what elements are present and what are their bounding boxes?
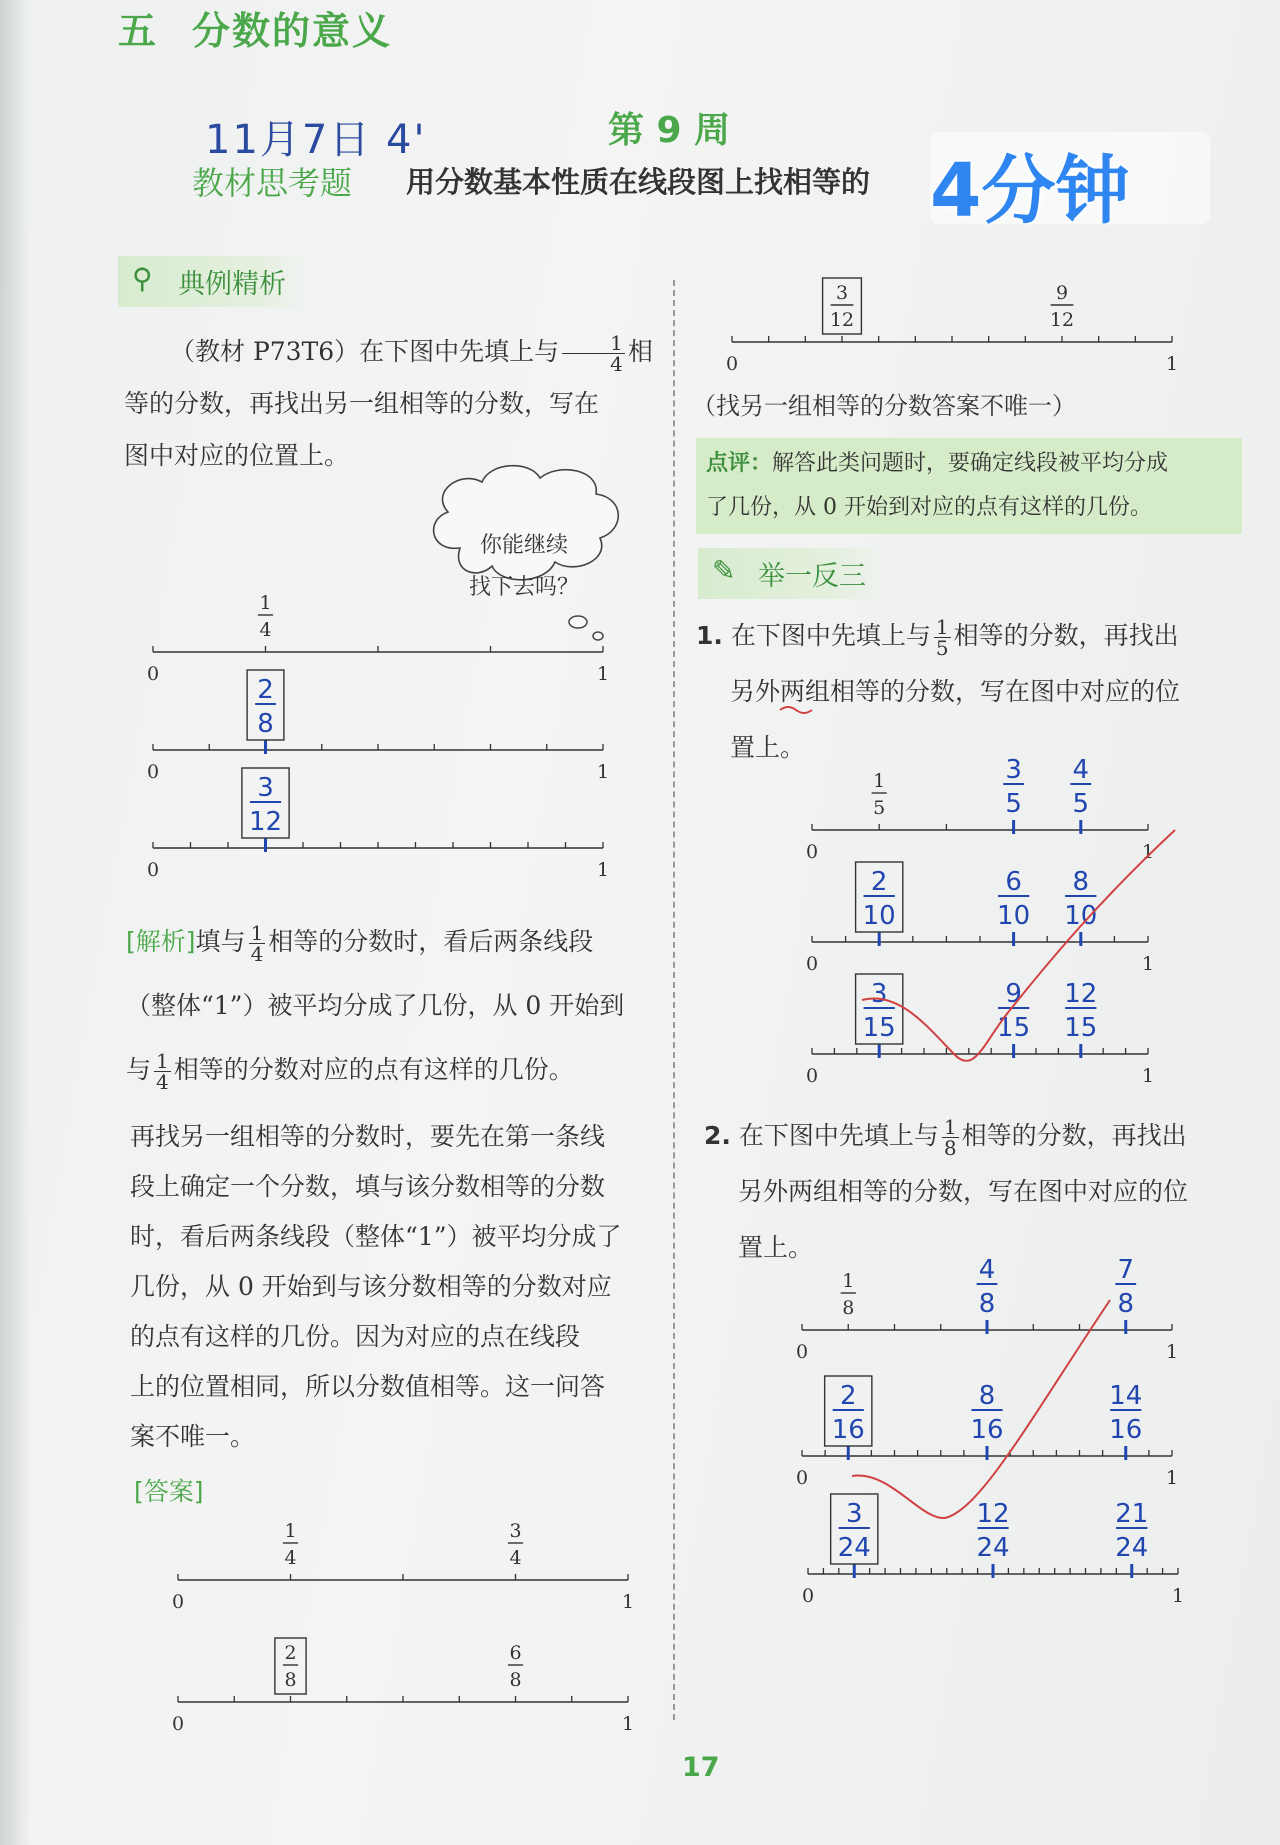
bubble-text-1: 你能继续 <box>479 533 569 558</box>
frac-num: 1 <box>935 615 949 639</box>
fraction-denominator: 8 <box>509 1669 522 1691</box>
fraction-numerator: 4 <box>978 1255 996 1285</box>
fraction-denominator: 8 <box>978 1289 996 1319</box>
analysis-text-1b: 相等的分数时，看后两条线段 <box>268 927 594 956</box>
fraction-denominator: 4 <box>259 619 272 641</box>
magnifier-icon: ⚲ <box>132 262 153 295</box>
analysis-text-9: 上的位置相同，所以分数值相等。这一问答 <box>130 1372 606 1401</box>
bubble-dot-2 <box>593 632 603 640</box>
fraction-numerator: 2 <box>839 1381 857 1411</box>
fraction-label <box>1115 1499 1148 1563</box>
fraction-label <box>856 862 903 932</box>
number-line-ans2 <box>172 1638 634 1735</box>
number-line-ans1 <box>172 1520 634 1613</box>
fraction-denominator: 8 <box>1117 1289 1135 1319</box>
axis-start-label: 0 <box>146 859 160 881</box>
fraction-denominator: 8 <box>257 709 274 739</box>
analysis-text-8: 的点有这样的几份。因为对应的点在线段 <box>130 1322 581 1351</box>
thought-bubble <box>434 466 619 640</box>
fraction-denominator: 5 <box>873 797 886 819</box>
fraction-denominator: 8 <box>284 1669 297 1691</box>
chapter-title: 分数的意义 <box>192 9 393 53</box>
analysis-label-text: 解析 <box>135 927 186 956</box>
axis-start-label: 0 <box>805 841 819 863</box>
q1-text-3: 置上。 <box>730 733 806 762</box>
fraction-label <box>970 1381 1003 1445</box>
axis-end-label: 1 <box>596 859 610 881</box>
practice-title: 举一反三 <box>758 561 866 592</box>
fraction-numerator: 8 <box>978 1381 996 1411</box>
comment-label: 点评： <box>706 451 773 476</box>
fraction-denominator: 10 <box>1064 901 1098 931</box>
fraction-numerator: 3 <box>1005 755 1022 785</box>
number-line-q1c <box>806 974 1154 1087</box>
fraction-label <box>976 1499 1009 1563</box>
axis-end-label: 1 <box>1165 1341 1179 1363</box>
fraction-denominator: 16 <box>1109 1415 1143 1445</box>
fraction-numerator: 6 <box>1005 867 1022 897</box>
number-line-q2b <box>796 1376 1178 1489</box>
q2-text-2: 另外两组相等的分数，写在图中对应的位 <box>738 1177 1189 1206</box>
fraction-numerator: 3 <box>870 979 888 1009</box>
number-line-q2a <box>796 1255 1178 1363</box>
axis-end-label: 1 <box>1165 1467 1179 1489</box>
red-underline <box>780 707 812 713</box>
fraction-label <box>1050 282 1074 331</box>
axis-start-label: 0 <box>171 1591 185 1613</box>
q1-text-a: 在下图中先填上与 <box>730 621 931 650</box>
fraction-label <box>997 979 1030 1043</box>
fraction-label <box>825 1376 872 1446</box>
week-label: 第 9 周 <box>608 110 731 151</box>
fraction-label <box>242 768 289 838</box>
fraction-label <box>258 592 273 641</box>
axis-start-label: 0 <box>795 1467 809 1489</box>
q2-number: 2. <box>704 1121 731 1150</box>
analysis-text-3a: 与 <box>126 1055 152 1084</box>
axis-start-label: 0 <box>801 1585 815 1607</box>
q1-text-b: 相等的分数，再找出 <box>953 621 1179 650</box>
axis-start-label: 0 <box>146 663 160 685</box>
fraction-denominator: 24 <box>976 1533 1010 1563</box>
bubble-cloud <box>434 466 619 580</box>
note-text: （找另一组相等的分数答案不唯一） <box>692 392 1076 420</box>
answer-label: [答案] <box>134 1477 204 1506</box>
axis-start-label: 0 <box>146 761 160 783</box>
analysis-text-4: 再找另一组相等的分数时，要先在第一条线 <box>130 1122 606 1151</box>
frac-den: 8 <box>943 1136 957 1160</box>
fraction-denominator: 15 <box>862 1013 896 1043</box>
axis-start-label: 0 <box>171 1713 185 1735</box>
fraction-denominator: 16 <box>970 1415 1004 1445</box>
textbook-tag: 教材思考题 <box>192 164 353 202</box>
axis-end-label: 1 <box>1165 353 1179 375</box>
analysis-label: [解析] <box>126 927 196 956</box>
fraction-denominator: 15 <box>997 1013 1031 1043</box>
axis-start-label: 0 <box>805 1065 819 1087</box>
number-line-ans3 <box>726 278 1178 375</box>
frac-num: 1 <box>156 1049 169 1073</box>
fraction-numerator: 1 <box>873 770 886 792</box>
fraction-denominator: 15 <box>1064 1013 1098 1043</box>
problem-text-4: 图中对应的位置上。 <box>124 441 350 470</box>
fraction-numerator: 2 <box>257 675 274 705</box>
axis-start-label: 0 <box>795 1341 809 1363</box>
handwritten-date: 11月7日 4' <box>205 117 427 163</box>
fraction-label <box>997 867 1030 931</box>
frac-num: 1 <box>943 1115 957 1139</box>
fraction-numerator: 14 <box>1109 1381 1143 1411</box>
fraction-numerator: 3 <box>845 1499 863 1529</box>
frac-den: 4 <box>250 942 264 966</box>
fraction-numerator: 3 <box>509 1520 522 1542</box>
fraction-denominator: 8 <box>842 1297 855 1319</box>
number-line-q2c <box>802 1494 1184 1607</box>
fraction-label <box>1109 1381 1142 1445</box>
number-line-q1b <box>806 862 1154 975</box>
axis-end-label: 1 <box>1171 1585 1185 1607</box>
fraction-denominator: 12 <box>1049 309 1075 331</box>
analysis-text-1a: 填与 <box>195 927 246 956</box>
frac-num: 1 <box>562 333 625 354</box>
fraction-numerator: 21 <box>1115 1499 1149 1529</box>
fraction-denominator: 5 <box>1005 789 1022 819</box>
fraction-denominator: 5 <box>1072 789 1090 819</box>
problem-text-2: 相 <box>627 337 653 366</box>
fraction-numerator: 6 <box>509 1642 522 1664</box>
fraction-denominator: 10 <box>862 901 896 931</box>
chapter-number: 五 <box>118 9 159 53</box>
axis-end-label: 1 <box>1141 841 1155 863</box>
fraction-label <box>841 1270 856 1319</box>
axis-end-label: 1 <box>621 1713 635 1735</box>
analysis-text-2: （整体“1”）被平均分成了几份，从 0 开始到 <box>126 991 625 1020</box>
frac-den: 4 <box>156 1070 169 1094</box>
fraction-numerator: 7 <box>1117 1255 1135 1285</box>
fraction-label <box>275 1638 306 1694</box>
fraction-label <box>1115 1255 1136 1319</box>
fraction-label <box>872 770 887 819</box>
problem-text-1: （教材 P73T6）在下图中先填上与 <box>170 337 560 366</box>
fraction-denominator: 12 <box>248 807 283 837</box>
fraction-denominator: 24 <box>837 1533 871 1563</box>
frac-den: 4 <box>610 352 623 376</box>
number-line-ex2 <box>147 670 609 783</box>
bubble-dot-1 <box>569 616 587 628</box>
fraction-numerator: 9 <box>1005 979 1022 1009</box>
fraction-label <box>1003 755 1024 819</box>
fraction-numerator: 3 <box>835 282 849 304</box>
timer-overlay: 4分钟 <box>930 148 1130 234</box>
fraction-denominator: 10 <box>997 901 1031 931</box>
fraction-numerator: 2 <box>870 867 888 897</box>
axis-end-label: 1 <box>621 1591 635 1613</box>
axis-end-label: 1 <box>1141 1065 1155 1087</box>
problem-text-3: 等的分数，再找出另一组相等的分数，写在 <box>124 389 600 418</box>
pencil-icon: ✎ <box>712 554 736 587</box>
analysis-text-6: 时，看后两条线段（整体“1”）被平均分成了 <box>130 1222 622 1251</box>
fraction-label <box>508 1642 523 1691</box>
fraction-denominator: 4 <box>284 1547 297 1569</box>
fraction-numerator: 12 <box>1064 979 1098 1009</box>
example-section-title: 典例精析 <box>178 269 286 300</box>
fraction-label <box>247 670 284 740</box>
fraction-numerator: 1 <box>842 1270 855 1292</box>
axis-end-label: 1 <box>596 761 610 783</box>
fraction-numerator: 12 <box>976 1499 1010 1529</box>
fraction-numerator: 8 <box>1072 867 1090 897</box>
q2-text-3: 置上。 <box>738 1233 814 1262</box>
fraction-numerator: 4 <box>1072 755 1090 785</box>
axis-end-label: 1 <box>596 663 610 685</box>
fraction-denominator: 12 <box>829 309 855 331</box>
answer-label-text: 答案 <box>143 1477 194 1506</box>
q2-text-a: 在下图中先填上与 <box>738 1121 939 1150</box>
number-line-ex1 <box>147 592 609 685</box>
fraction-label <box>1064 979 1097 1043</box>
bubble-text-2: 找下去吗？ <box>468 575 580 600</box>
q1-text-2: 另外两组相等的分数，写在图中对应的位 <box>730 677 1181 706</box>
fraction-numerator: 1 <box>259 592 272 614</box>
fraction-denominator: 4 <box>509 1547 522 1569</box>
lesson-subject: 用分数基本性质在线段图上找相等的 <box>406 165 871 199</box>
fraction-label <box>856 974 903 1044</box>
fraction-numerator: 9 <box>1055 282 1069 304</box>
axis-start-label: 0 <box>805 953 819 975</box>
page-number: 17 <box>682 1752 720 1783</box>
analysis-text-10: 案不唯一。 <box>130 1422 256 1451</box>
fraction-numerator: 1 <box>284 1520 297 1542</box>
fraction-denominator: 24 <box>1115 1533 1149 1563</box>
q2-text-b: 相等的分数，再找出 <box>961 1121 1187 1150</box>
fraction-label <box>977 1255 998 1319</box>
fraction-label <box>283 1520 298 1569</box>
fraction-label <box>831 1494 878 1564</box>
fraction-label <box>1064 867 1097 931</box>
comment-text-1: 解答此类问题时，要确定线段被平均分成 <box>772 451 1169 476</box>
fraction-label <box>508 1520 523 1569</box>
analysis-text-3b: 相等的分数对应的点有这样的几份。 <box>173 1055 574 1084</box>
fraction-numerator: 3 <box>257 773 274 803</box>
fraction-label <box>1070 755 1091 819</box>
axis-end-label: 1 <box>1141 953 1155 975</box>
analysis-text-5: 段上确定一个分数，填与该分数相等的分数 <box>130 1172 606 1201</box>
fraction-denominator: 16 <box>831 1415 865 1445</box>
number-lines <box>147 278 1184 1735</box>
fraction-numerator: 2 <box>284 1642 297 1664</box>
q1-number: 1. <box>696 621 723 650</box>
comment-text-2: 了几份，从 0 开始到对应的点有这样的几份。 <box>706 495 1152 520</box>
analysis-text-7: 几份，从 0 开始到与该分数相等的分数对应 <box>130 1272 612 1301</box>
axis-start-label: 0 <box>725 353 739 375</box>
number-line-ex3 <box>147 768 609 881</box>
frac-num: 1 <box>250 921 264 945</box>
fraction-label <box>823 278 862 334</box>
number-line-q1a <box>806 755 1154 863</box>
frac-den: 5 <box>935 636 949 660</box>
